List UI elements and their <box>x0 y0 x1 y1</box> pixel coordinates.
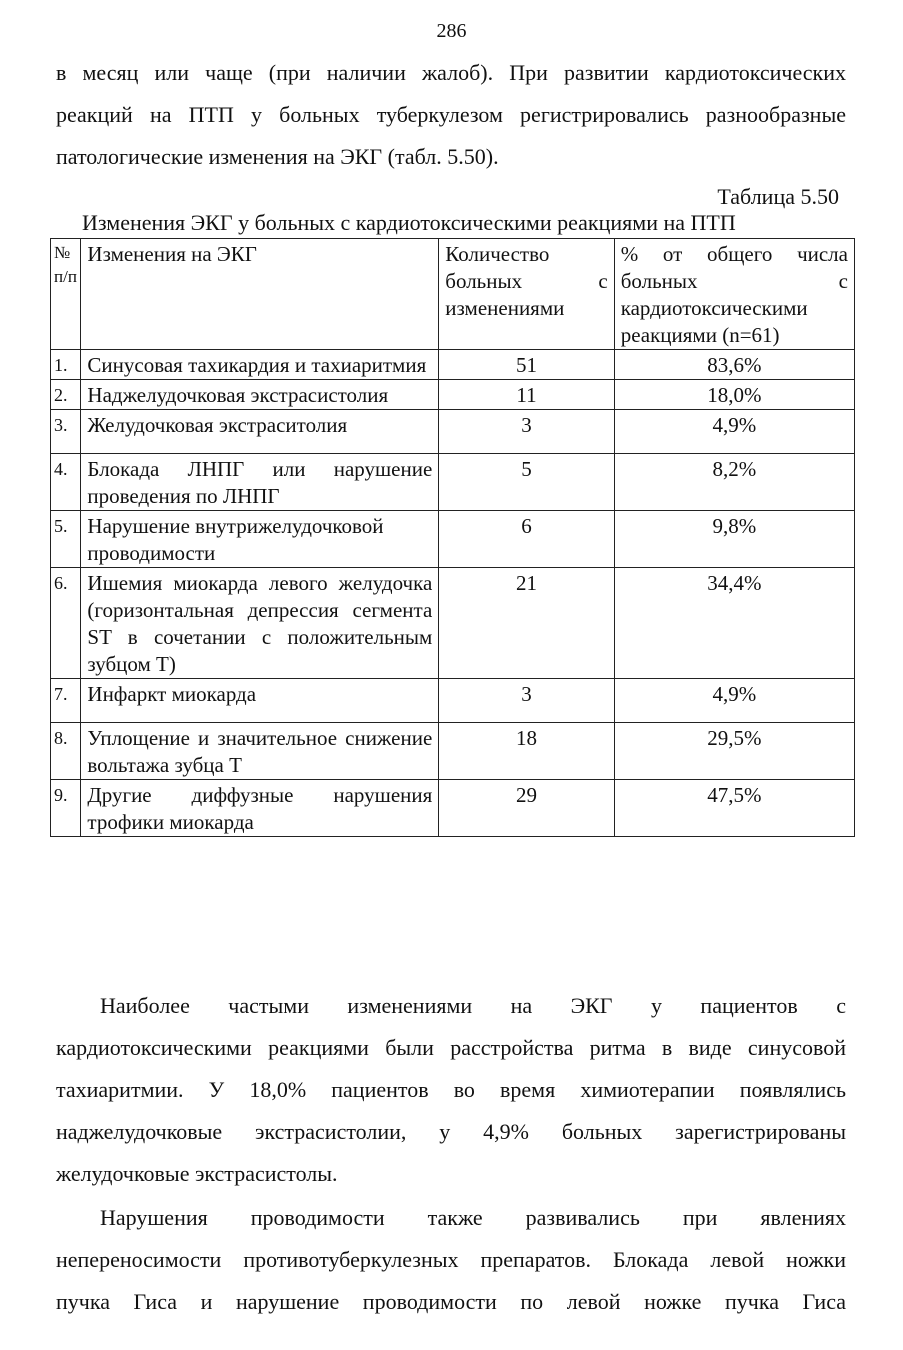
text-line: пучка Гиса и нарушение проводимости по левой ножке пучка Гиса <box>56 1289 846 1314</box>
text-line: реакций на ПТП у больных туберкулезом регистрировались разнообразные <box>56 102 846 127</box>
row-change: Желудочковая экстраситолия <box>81 410 439 454</box>
row-num: 5. <box>51 511 81 568</box>
row-percent: 83,6% <box>614 350 854 380</box>
text-line: тахиаритмии. У 18,0% пациентов во время химиотерапии появлялись <box>56 1077 846 1102</box>
text-line: кардиотоксическими реакциями были расстройства ритма в виде синусовой <box>56 1035 846 1060</box>
text-line: в месяц или чаще (при наличии жалоб). При развитии кардиотоксических <box>56 60 846 85</box>
row-num: 4. <box>51 454 81 511</box>
table-row <box>51 679 855 723</box>
page-number: 286 <box>436 20 467 42</box>
table-row <box>51 723 855 780</box>
row-change: Инфаркт миокарда <box>81 679 439 723</box>
ecg-changes-table <box>50 238 855 837</box>
row-num: 1. <box>51 350 81 380</box>
table-row <box>51 780 855 837</box>
row-percent: 18,0% <box>614 380 854 410</box>
row-count: 6 <box>439 511 614 568</box>
body-paragraph-rhythm <box>56 985 846 1195</box>
table-header-row <box>51 239 855 350</box>
row-count: 5 <box>439 454 614 511</box>
row-percent: 34,4% <box>614 568 854 679</box>
row-change: Нарушение внутрижелудочковой проводимости <box>81 511 439 568</box>
text-line: Нарушения проводимости также развивались при явлениях <box>100 1205 846 1230</box>
row-change: Ишемия миокарда левого желудочка (горизонтальная депрессия сегмента ST в сочетании с положительным зубцом T) <box>81 568 439 679</box>
table-label: Таблица 5.50 <box>717 184 839 209</box>
row-change: Синусовая тахикардия и тахиаритмия <box>81 350 439 380</box>
table-row <box>51 511 855 568</box>
text-line: желудочковые экстрасистолы. <box>56 1161 338 1186</box>
text-line: Наиболее частыми изменениями на ЭКГ у пациентов с <box>100 993 846 1018</box>
row-change: Наджелудочковая экстрасистолия <box>81 380 439 410</box>
table-row <box>51 350 855 380</box>
row-percent: 29,5% <box>614 723 854 780</box>
table-row <box>51 454 855 511</box>
row-num: 8. <box>51 723 81 780</box>
header-change: Изменения на ЭКГ <box>81 239 439 350</box>
table-title: Изменения ЭКГ у больных с кардиотоксическими реакциями на ПТП <box>82 210 736 235</box>
row-count: 11 <box>439 380 614 410</box>
header-count: Количество больных с изменениями <box>439 239 614 350</box>
body-paragraph-conduction <box>56 1197 846 1323</box>
header-num: № п/п <box>51 239 81 350</box>
row-num: 9. <box>51 780 81 837</box>
row-count: 3 <box>439 410 614 454</box>
intro-paragraph <box>56 52 846 178</box>
row-num: 6. <box>51 568 81 679</box>
row-percent: 47,5% <box>614 780 854 837</box>
row-percent: 4,9% <box>614 679 854 723</box>
row-percent: 8,2% <box>614 454 854 511</box>
row-count: 18 <box>439 723 614 780</box>
row-num: 3. <box>51 410 81 454</box>
table-row <box>51 380 855 410</box>
text-line: патологические изменения на ЭКГ (табл. 5.50). <box>56 144 499 169</box>
row-count: 29 <box>439 780 614 837</box>
row-num: 7. <box>51 679 81 723</box>
row-percent: 4,9% <box>614 410 854 454</box>
row-change: Другие диффузные нарушения трофики миокарда <box>81 780 439 837</box>
row-count: 21 <box>439 568 614 679</box>
header-percent: % от общего числа больных с кардиотоксическими реакциями (n=61) <box>614 239 854 350</box>
text-line: наджелудочковые экстрасистолии, у 4,9% больных зарегистрированы <box>56 1119 846 1144</box>
text-line: непереносимости противотуберкулезных препаратов. Блокада левой ножки <box>56 1247 846 1272</box>
row-percent: 9,8% <box>614 511 854 568</box>
row-change: Уплощение и значительное снижение вольтажа зубца Т <box>81 723 439 780</box>
row-num: 2. <box>51 380 81 410</box>
table-row <box>51 568 855 679</box>
row-count: 51 <box>439 350 614 380</box>
table-row <box>51 410 855 454</box>
row-count: 3 <box>439 679 614 723</box>
row-change: Блокада ЛНПГ или нарушение проведения по ЛНПГ <box>81 454 439 511</box>
